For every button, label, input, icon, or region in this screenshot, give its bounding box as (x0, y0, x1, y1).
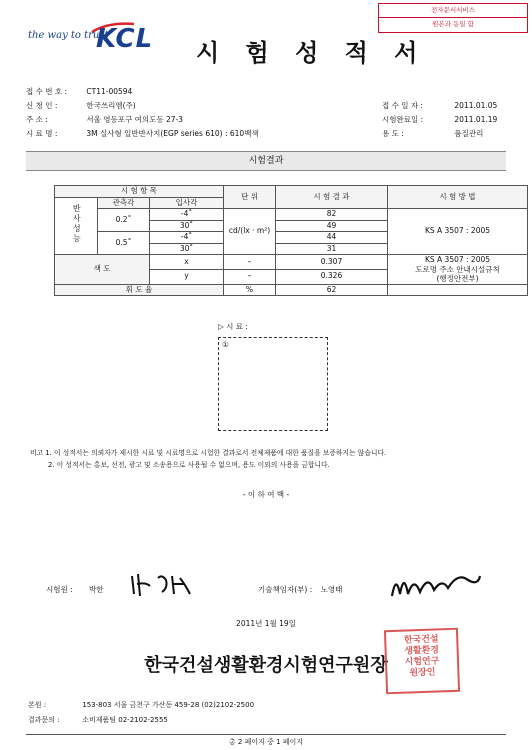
note-2: 2. 이 성적서는 홍보, 선전, 광고 및 소송용으로 사용될 수 없으며, 용도 이외의 사용을 금합니다. (48, 461, 330, 469)
receipt-number-label: 접 수 번 호 : (26, 87, 68, 96)
tester-name: 박한 (89, 585, 104, 594)
tester-signature (128, 568, 198, 600)
chromaticity-y-label: y (150, 269, 224, 284)
sample-marker: ① (222, 340, 229, 349)
stamp-line: 원장인 (409, 667, 436, 679)
stamp-line: 시험연구 (404, 656, 440, 668)
result-value: 44 (276, 232, 388, 244)
luminance-factor-method (388, 284, 528, 296)
sample-name-row (26, 128, 259, 140)
table-row (55, 284, 528, 296)
incidence-angle: -4˚ (150, 232, 224, 244)
hq-row (28, 700, 254, 710)
kcl-logo: KCL (96, 24, 154, 54)
receipt-number-value: CT11-00594 (86, 87, 133, 96)
applicant-value: 한국쓰리엠(주) (86, 101, 136, 110)
incidence-angle: 30˚ (150, 243, 224, 255)
inquiry-label: 결과문의 : (28, 716, 60, 724)
observation-angle-2: 0.5˚ (98, 232, 150, 255)
reflect-group-label: 반사성능 (72, 204, 82, 244)
method-chromaticity-line3: (행정안전부) (436, 274, 479, 283)
inquiry-value: 소비제품팀 02-2102-2555 (82, 716, 168, 724)
result-value: 49 (276, 220, 388, 232)
stamp-line: 생활환경 (404, 645, 440, 657)
tester-row (46, 584, 104, 595)
purpose-value: 품질관리 (454, 129, 484, 138)
seal-line-1: 전자문서서비스 (379, 4, 527, 18)
result-value: 82 (276, 209, 388, 221)
header-incidence-angle: 입사각 (150, 197, 224, 209)
applicant-row (26, 100, 136, 112)
receive-date-label: 접 수 일 자 : (382, 101, 424, 110)
manager-label: 기술책임자(부) : (258, 585, 313, 594)
luminance-factor-label: 휘 도 율 (55, 284, 224, 296)
method-chromaticity-line2: 도로명 주소 안내시설규칙 (415, 264, 500, 274)
unit-reflect: cd/(lx · m²) (224, 209, 276, 255)
chromaticity-y-unit: – (224, 269, 276, 284)
manager-signature (388, 566, 484, 604)
document-title: 시 험 성 적 서 (196, 39, 427, 67)
test-results-table (54, 185, 528, 296)
chromaticity-x-unit: – (224, 255, 276, 270)
applicant-label: 신 청 인 : (26, 101, 58, 110)
sample-caption: ▷ 시 료 : (218, 322, 248, 331)
reflect-group-cell (55, 197, 98, 255)
result-value: 31 (276, 243, 388, 255)
address-label: 주 소 : (26, 115, 48, 124)
observation-angle-1: 0.2˚ (98, 209, 150, 232)
seal-line-2: 원본과 동일 함 (432, 20, 474, 28)
page-number: 총 2 페이지 중 1 페이지 (228, 738, 304, 746)
purpose-label: 용 도 : (382, 129, 404, 138)
chromaticity-label: 색 도 (55, 255, 150, 285)
hq-label: 본원 : (28, 701, 47, 709)
official-seal-stamp (384, 628, 460, 695)
issue-date: 2011년 1월 19일 (236, 619, 296, 628)
luminance-factor-value: 62 (276, 284, 388, 296)
tester-label: 시험원 : (46, 585, 73, 594)
receive-date-row (382, 100, 497, 112)
chromaticity-y-value: 0.326 (276, 269, 388, 284)
incidence-angle: 30˚ (150, 220, 224, 232)
footer-divider (26, 734, 506, 735)
header-result: 시 험 결 과 (276, 186, 388, 209)
blank-below-mark: - 이 하 여 백 - (242, 490, 290, 499)
address-value: 서울 영등포구 여의도동 27-3 (86, 115, 184, 124)
hq-value: 153-803 서울 금천구 가산동 459-28 (02)2102-2500 (82, 701, 255, 709)
logo-slogan: the way to trust (28, 30, 109, 41)
address-row (26, 114, 183, 126)
sample-image-box (218, 337, 328, 431)
table-row (55, 209, 528, 221)
table-header-row (55, 186, 528, 198)
complete-date-row (382, 114, 497, 126)
complete-date-label: 시험완료일 : (382, 115, 424, 124)
complete-date-value: 2011.01.19 (454, 115, 498, 124)
inquiry-row (28, 715, 168, 725)
stamp-line: 한국건설 (403, 634, 439, 646)
method-chromaticity (388, 255, 528, 285)
header-method: 시 험 방 법 (388, 186, 528, 209)
chromaticity-x-label: x (150, 255, 224, 270)
institute-name: 한국건설생활환경시험연구원장 (144, 655, 388, 676)
header-unit: 단 위 (224, 186, 276, 209)
receive-date-value: 2011.01.05 (454, 101, 498, 110)
header-test-item: 시 험 항 목 (55, 186, 224, 198)
table-row (55, 255, 528, 270)
e-document-seal-box (378, 3, 528, 33)
incidence-angle: -4˚ (150, 209, 224, 221)
method-reflect: KS A 3507 : 2005 (388, 209, 528, 255)
section-header-test-results: 시험결과 (26, 151, 506, 171)
manager-row (258, 584, 342, 595)
chromaticity-x-value: 0.307 (276, 255, 388, 270)
purpose-row (382, 128, 483, 140)
header-observation-angle: 관측각 (98, 197, 150, 209)
receipt-number-row (26, 86, 132, 98)
sample-name-label: 시 료 명 : (26, 129, 58, 138)
sample-name-value: 3M 실사형 일반반사지(EGP series 610) : 610백색 (86, 129, 259, 138)
method-chromaticity-line1: KS A 3507 : 2005 (424, 255, 491, 264)
manager-name: 노영태 (320, 585, 343, 594)
note-1: 비고 1. 이 성적서는 의뢰자가 제시한 시료 및 시료명으로 시험한 결과로서 전체제품에 대한 품질을 보증하지는 않습니다. (30, 449, 387, 457)
luminance-factor-unit: % (224, 284, 276, 296)
